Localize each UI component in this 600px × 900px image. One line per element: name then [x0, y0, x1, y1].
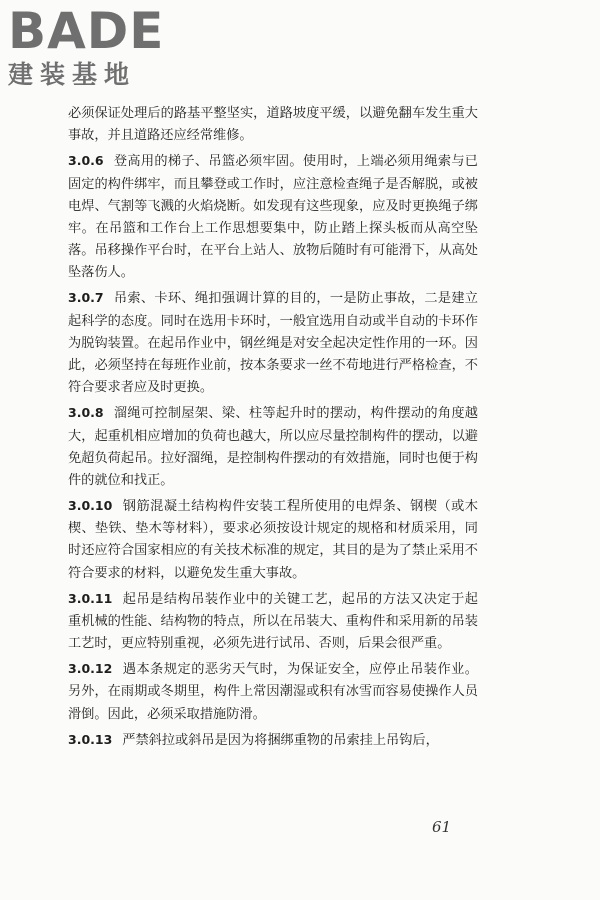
clause-3-0-8: [68, 402, 478, 492]
clause-3-0-12: [68, 658, 478, 726]
clause-text: 钢筋混凝土结构构件安装工程所使用的电焊条、钢楔（或木楔、垫铁、垫木等材料），要求必须按设计规定的规格和材质采用，同时还应符合国家相应的有关技术标准的规定，其目的是为了禁止采用不符合要求的材料，以避免发生重大事故。: [68, 499, 478, 581]
clause-number: 3.0.10: [68, 498, 113, 514]
logo: [8, 4, 178, 96]
clause-3-0-13: [68, 729, 478, 752]
paragraph-text: 必须保证处理后的路基平整坚实，道路坡度平缓，以避免翻车发生重大事故，并且道路还应经常维修。: [68, 106, 478, 144]
clause-number: 3.0.12: [68, 661, 113, 677]
clause-3-0-10: [68, 495, 478, 585]
logo-chinese: 建装基地: [8, 60, 137, 89]
clause-text: 登高用的梯子、吊篮必须牢固。使用时，上端必须用绳索与已固定的构件绑牢，而且攀登或工作时，应注意检查绳子是否解脱，或被电焊、气割等飞溅的火焰烧断。如发现有这些现象，应及时更换绳子绑牢。在吊篮和工作台上工作思想要集中，防止踏上探头板而从高空坠落。吊移操作平台时，在平台上站人、放物后随时有可能滑下，从高处坠落伤人。: [68, 154, 478, 281]
clause-text: 溜绳可控制屋架、梁、柱等起升时的摆动，构件摆动的角度越大，起重机相应增加的负荷也越大，所以应尽量控制构件的摆动，以避免超负荷起吊。拉好溜绳，是控制构件摆动的有效措施，同时也便于构件的就位和找正。: [68, 406, 478, 488]
clause-text: 吊索、卡环、绳扣强调计算的目的，一是防止事故，二是建立起科学的态度。同时在选用卡环时，一般宜选用自动或半自动的卡环作为脱钩装置。在起吊作业中，钢丝绳是对安全起决定性作用的一环。因此，必须坚持在每班作业前，按本条要求一丝不苟地进行严格检查，不符合要求者应及时更换。: [68, 291, 478, 396]
clause-number: 3.0.7: [68, 290, 104, 306]
clause-number: 3.0.8: [68, 405, 104, 421]
page-number: 61: [432, 818, 452, 836]
clause-3-0-11: [68, 588, 478, 656]
clause-number: 3.0.11: [68, 590, 113, 606]
clause-text: 严禁斜拉或斜吊是因为将捆绑重物的吊索挂上吊钩后，: [122, 732, 439, 748]
clause-text: 起吊是结构吊装作业中的关键工艺，起吊的方法又决定于起重机械的性能、结构物的特点，所以在吊装大、重构件和采用新的吊装工艺时，更应特别重视，必须先进行试吊、否则，后果会很严重。: [68, 591, 478, 652]
clause-3-0-7: [68, 287, 478, 399]
logo-latin: BADE: [8, 2, 165, 60]
document-body: [68, 103, 478, 755]
clause-3-0-6: [68, 150, 478, 284]
clause-number: 3.0.13: [68, 731, 113, 747]
paragraph-continued: [68, 103, 478, 147]
clause-text: 遇本条规定的恶劣天气时，为保证安全，应停止吊装作业。另外，在雨期或冬期里，构件上常因潮湿或积有冰雪而容易使操作人员滑倒。因此，必须采取措施防滑。: [68, 662, 478, 722]
clause-number: 3.0.6: [68, 153, 104, 169]
